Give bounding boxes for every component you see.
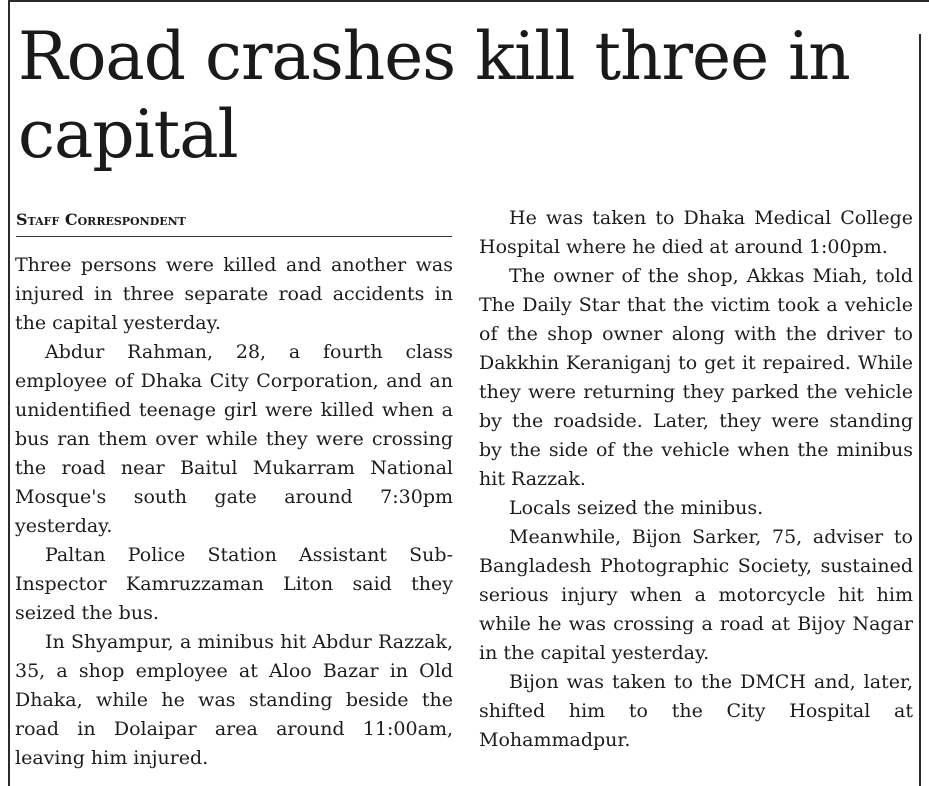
paragraph: The owner of the shop, Akkas Miah, told The Daily Star that the victim took a vehicle of the shop owner along with the driver to Dakkhin Keraniganj to get it repaired. While they were returning they parked the vehicle by the roadside. Later, they were standing by the side of the vehicle when the minibus hit Razzak. — [479, 265, 913, 490]
column-rule-right — [919, 34, 921, 786]
article-byline: Staff Correspondent — [16, 210, 452, 237]
article-headline: Road crashes kill three in capital — [18, 18, 850, 173]
paragraph: Bijon was taken to the DMCH and, later, shifted him to the City Hospital at Mohammadpur. — [479, 671, 913, 751]
paragraph-lead: Three persons were killed and another was injured in three separate road accidents in the capital yesterday. — [15, 254, 453, 334]
paragraph: Locals seized the minibus. — [509, 497, 764, 519]
paragraph: In Shyampur, a minibus hit Abdur Razzak, 35, a shop employee at Aloo Bazar in Old Dhaka, while he was standing beside the road in Dolaipar area around 11:00am, leaving him injured. — [15, 631, 453, 769]
paragraph: Abdur Rahman, 28, a fourth class employee of Dhaka City Corporation, and an unidentified teenage girl were killed when a bus ran them over while they were crossing the road near Baitul Mukarram National Mosque's south gate around 7:30pm yesterday. — [15, 341, 453, 537]
paragraph: Meanwhile, Bijon Sarker, 75, adviser to Bangladesh Photographic Society, sustained serious injury when a motorcycle hit him while he was crossing a road at Bijoy Nagar in the capital yesterday. — [479, 526, 913, 664]
clipping-border-top — [8, 0, 929, 2]
paragraph: Paltan Police Station Assistant Sub-Inspector Kamruzzaman Liton said they seized the bus. — [15, 544, 453, 624]
clipping-border-left — [8, 0, 10, 786]
paragraph: He was taken to Dhaka Medical College Hospital where he died at around 1:00pm. — [479, 207, 913, 258]
article-column-left — [15, 251, 453, 773]
article-column-right — [479, 204, 913, 755]
